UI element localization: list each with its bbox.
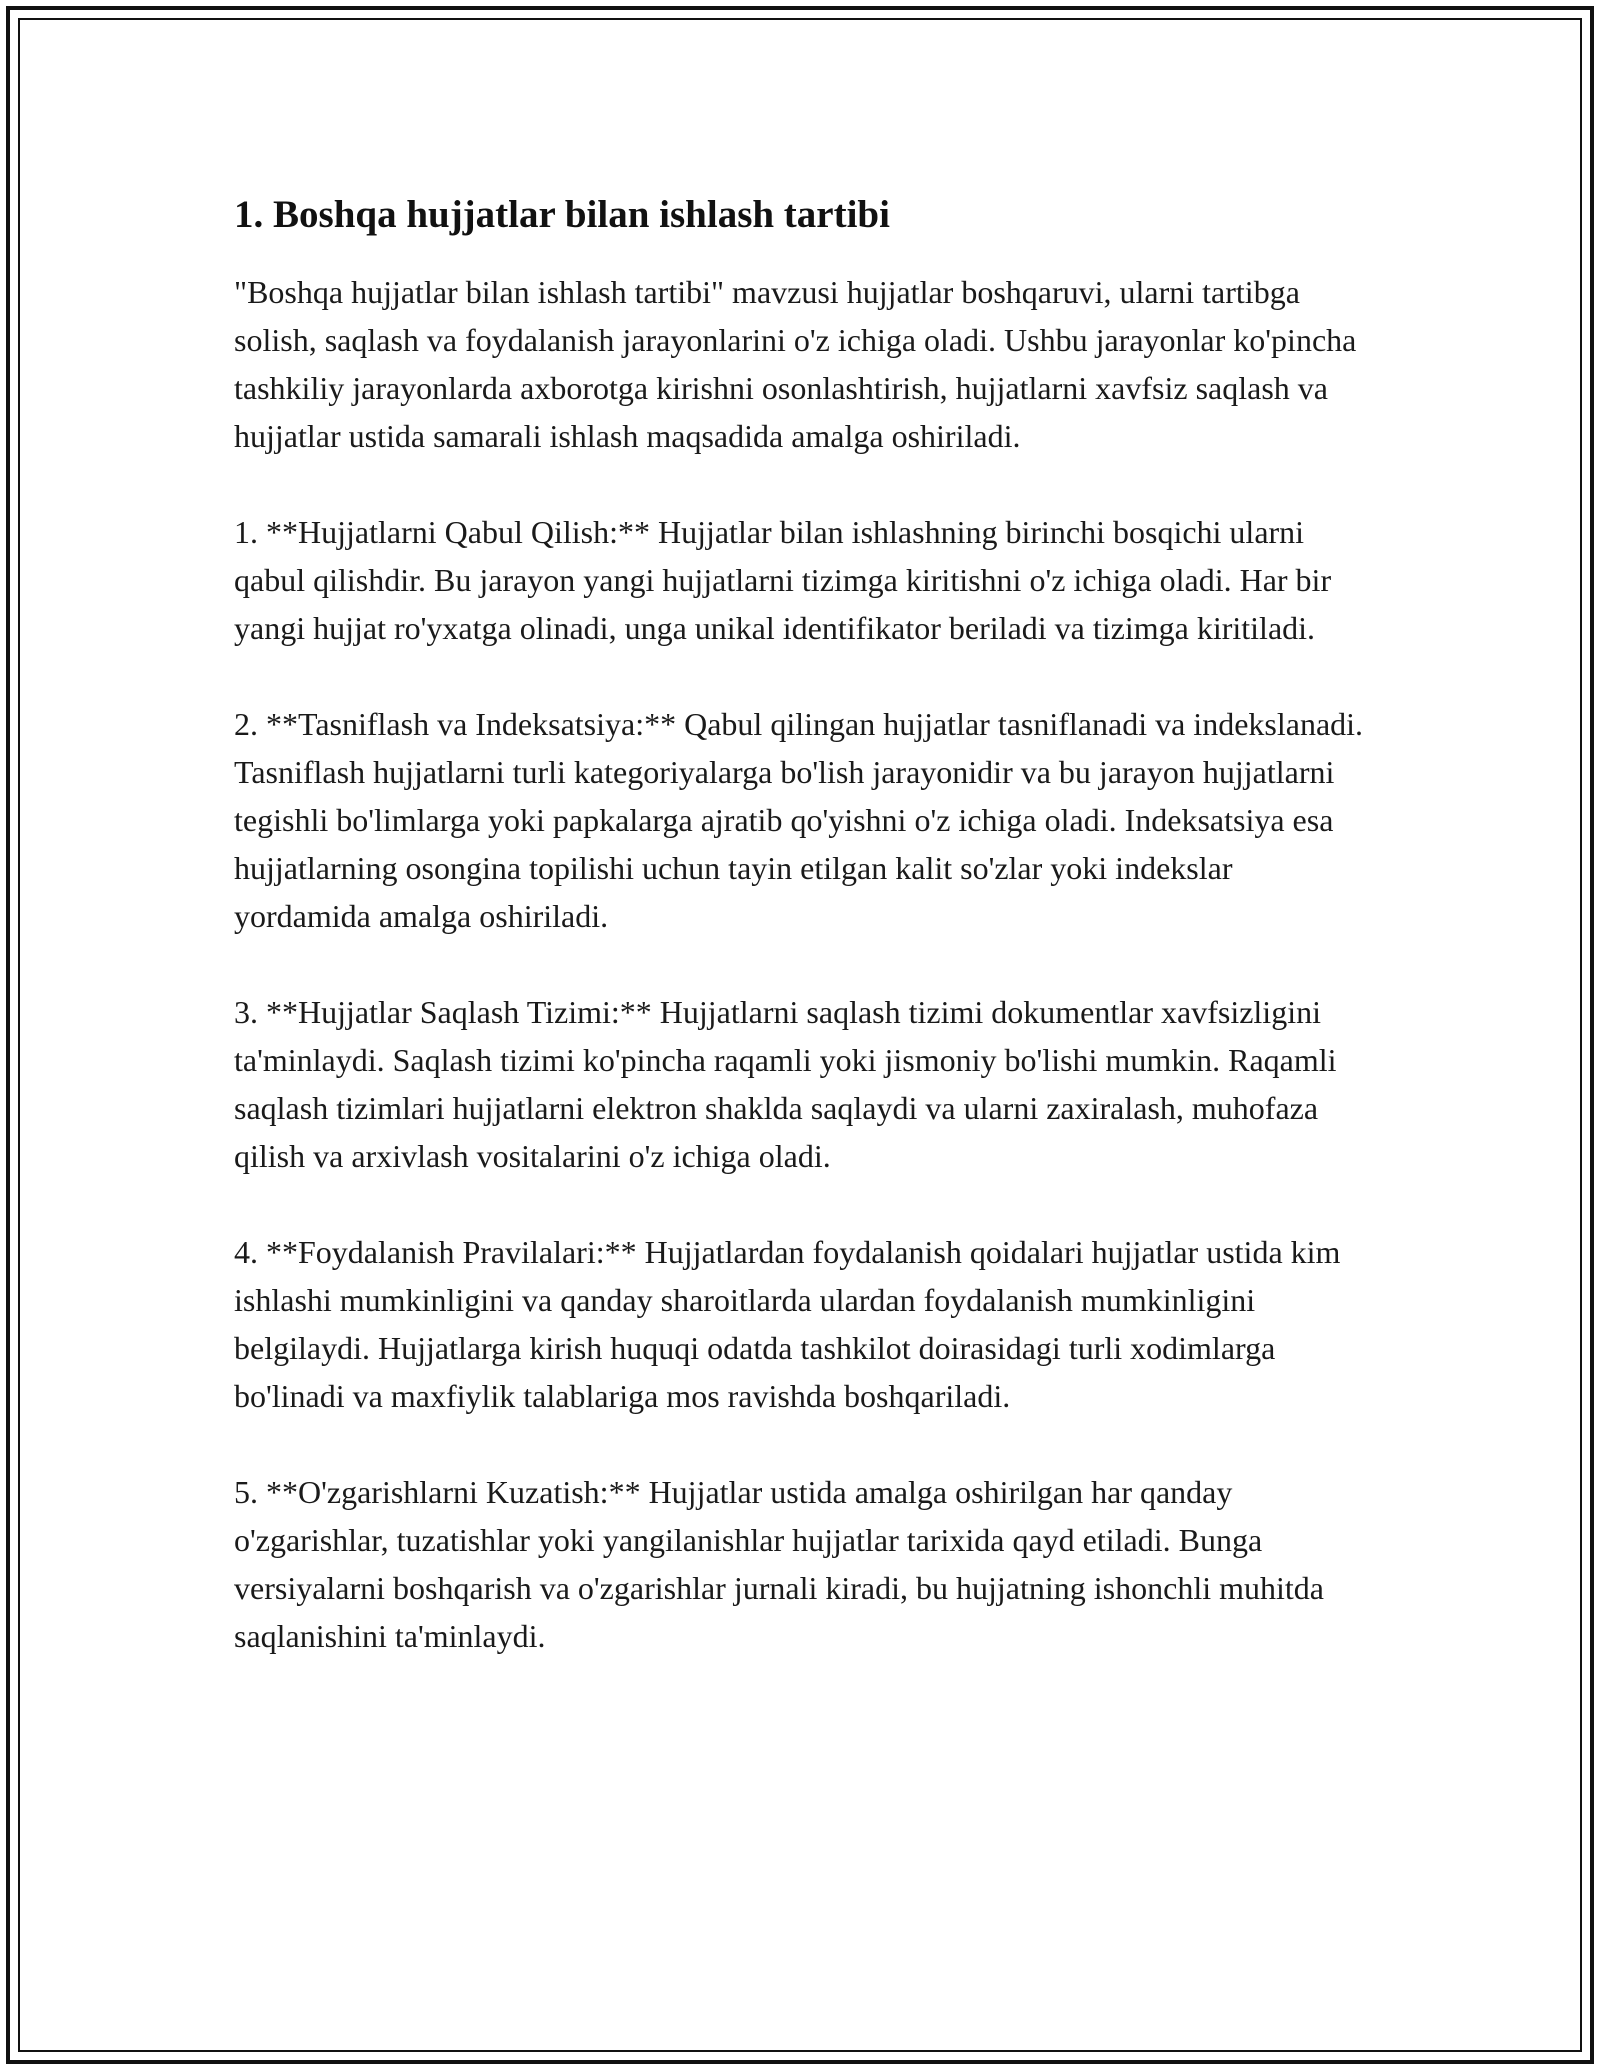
- document-body: [234, 186, 1374, 1708]
- intro-paragraph: "Boshqa hujjatlar bilan ishlash tartibi" mavzusi hujjatlar boshqaruvi, ularni tartibga solish, saqlash va foydalanish jarayonlarini o'z ichiga oladi. Ushbu jarayonlar ko'pincha tashkiliy jarayonlarda axborotga kirishni osonlashtirish, hujjatlarni xavfsiz saqlash va hujjatlar ustida samarali ishlash maqsadida amalga oshiriladi.: [234, 274, 1357, 454]
- section-paragraph-3: 3. **Hujjatlar Saqlash Tizimi:** Hujjatlarni saqlash tizimi dokumentlar xavfsizligini ta'minlaydi. Saqlash tizimi ko'pincha raqamli yoki jismoniy bo'lishi mumkin. Raqamli saqlash tizimlari hujjatlarni elektron shaklda saqlaydi va ularni zaxiralash, muhofaza qilish va arxivlash vositalarini o'z ichiga oladi.: [234, 994, 1337, 1174]
- section-paragraph-2: 2. **Tasniflash va Indeksatsiya:** Qabul qilingan hujjatlar tasniflanadi va indekslanadi. Tasniflash hujjatlarni turli kategoriyalarga bo'lish jarayonidir va bu jarayon hujjatlarni tegishli bo'limlarga yoki papkalarga ajratib qo'yishni o'z ichiga oladi. Indeksatsiya esa hujjatlarning osongina topilishi uchun tayin etilgan kalit so'zlar yoki indekslar yordamida amalga oshiriladi.: [234, 706, 1364, 934]
- section-paragraph-5: 5. **O'zgarishlarni Kuzatish:** Hujjatlar ustida amalga oshirilgan har qanday o'zgarishlar, tuzatishlar yoki yangilanishlar hujjatlar tarixida qayd etiladi. Bunga versiyalarni boshqarish va o'zgarishlar jurnali kiradi, bu hujjatning ishonchli muhitda saqlanishini ta'minlaydi.: [234, 1474, 1324, 1654]
- document-title: 1. Boshqa hujjatlar bilan ishlash tartibi: [234, 193, 890, 236]
- section-paragraph-1: 1. **Hujjatlarni Qabul Qilish:** Hujjatlar bilan ishlashning birinchi bosqichi ularni qabul qilishdir. Bu jarayon yangi hujjatlarni tizimga kiritishni o'z ichiga oladi. Har bir yangi hujjat ro'yxatga olinadi, unga unikal identifikator beriladi va tizimga kiritiladi.: [234, 514, 1332, 646]
- section-paragraph-4: 4. **Foydalanish Pravilalari:** Hujjatlardan foydalanish qoidalari hujjatlar ustida kim ishlashi mumkinligini va qanday sharoitlarda ulardan foydalanish mumkinligini belgilaydi. Hujjatlarga kirish huquqi odatda tashkilot doirasidagi turli xodimlarga bo'linadi va maxfiylik talablariga mos ravishda boshqariladi.: [234, 1234, 1341, 1414]
